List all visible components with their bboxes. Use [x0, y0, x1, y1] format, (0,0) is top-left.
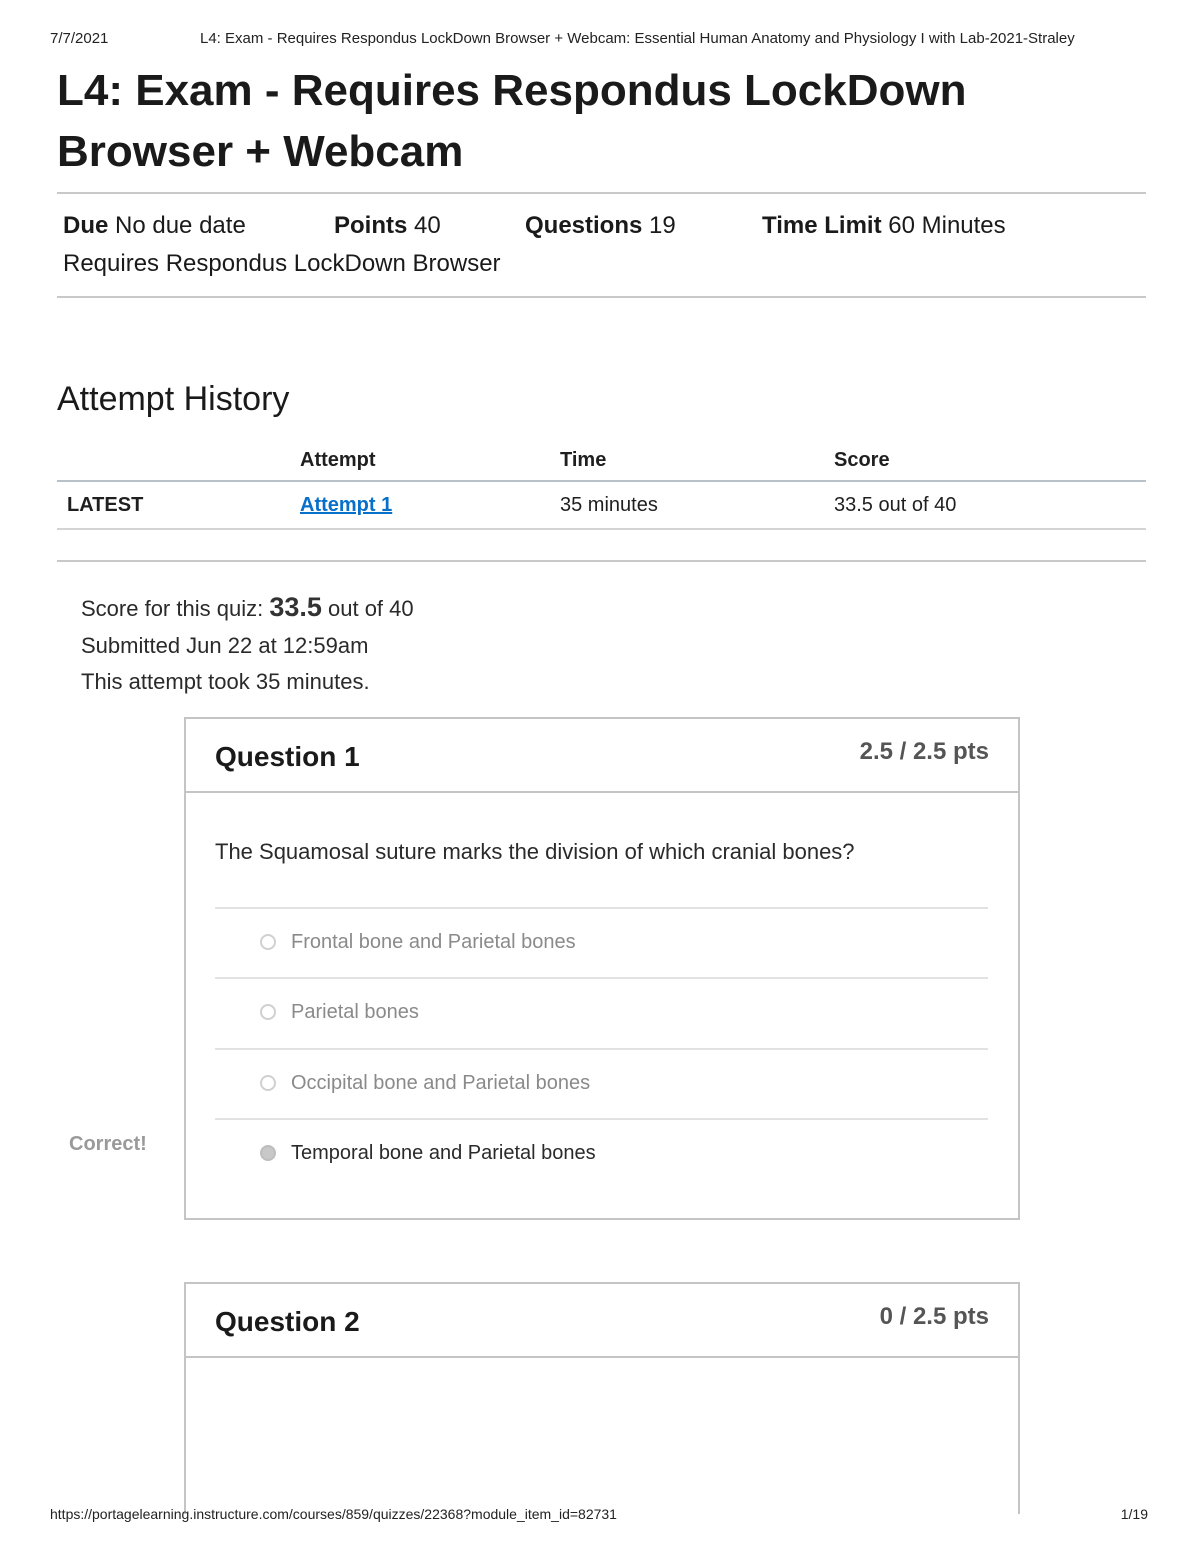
radio-button-selected[interactable]	[260, 1145, 276, 1161]
answer-label: Occipital bone and Parietal bones	[291, 1072, 591, 1094]
question-header	[186, 719, 1018, 793]
questions-value: 19	[649, 212, 676, 239]
attempt-history-title: Attempt History	[57, 380, 290, 418]
quiz-meta-due	[63, 212, 246, 240]
quiz-meta-questions	[525, 212, 676, 240]
print-url: https://portagelearning.instructure.com/courses/859/quizzes/22368?module_item_id=82731	[50, 1506, 617, 1522]
column-header-status	[57, 440, 290, 481]
divider	[57, 296, 1146, 298]
attempt-history-table	[57, 440, 1146, 530]
answer-option-selected[interactable]	[215, 1118, 988, 1190]
page-title: L4: Exam - Requires Respondus LockDown Browser + Webcam	[57, 66, 967, 176]
quiz-meta-points	[334, 212, 441, 240]
question-header	[186, 1284, 1018, 1358]
attempt-score: 33.5 out of 40	[824, 481, 1146, 529]
score-prefix: Score for this quiz:	[81, 596, 264, 621]
question-card	[184, 717, 1020, 1220]
print-page-title: L4: Exam - Requires Respondus LockDown Browser + Webcam: Essential Human Anatomy and Physiology I with Lab-2021-Straley	[200, 30, 1075, 47]
table-row	[57, 481, 1146, 529]
due-value: No due date	[115, 212, 246, 239]
question-title: Question 2	[215, 1306, 360, 1337]
radio-button[interactable]	[260, 1004, 276, 1020]
question-points: 2.5 / 2.5 pts	[859, 738, 989, 765]
due-label: Due	[63, 212, 109, 239]
answer-label: Frontal bone and Parietal bones	[291, 931, 576, 953]
attempt-status: LATEST	[57, 481, 290, 529]
answer-option[interactable]	[215, 1048, 988, 1120]
answer-option[interactable]	[215, 977, 988, 1049]
score-suffix: out of 40	[328, 596, 414, 621]
column-header-time: Time	[550, 440, 824, 481]
print-page-number: 1/19	[1120, 1506, 1148, 1522]
table-header-row	[57, 440, 1146, 481]
divider	[57, 560, 1146, 562]
score-value: 33.5	[269, 592, 322, 622]
column-header-attempt: Attempt	[290, 440, 550, 481]
quiz-score-line	[81, 592, 414, 623]
questions-label: Questions	[525, 212, 643, 239]
divider	[57, 192, 1146, 194]
radio-button[interactable]	[260, 1075, 276, 1091]
question-title: Question 1	[215, 741, 360, 772]
question-card	[184, 1282, 1020, 1514]
points-label: Points	[334, 212, 408, 239]
radio-button[interactable]	[260, 934, 276, 950]
attempt-time: 35 minutes	[550, 481, 824, 529]
submitted-time: Submitted Jun 22 at 12:59am	[81, 633, 369, 658]
answer-label: Parietal bones	[291, 1001, 419, 1023]
answer-label: Temporal bone and Parietal bones	[291, 1142, 596, 1164]
print-date: 7/7/2021	[50, 30, 109, 47]
correct-answer-flag: Correct!	[69, 1133, 147, 1155]
points-value: 40	[414, 212, 441, 239]
column-header-score: Score	[824, 440, 1146, 481]
attempt-link[interactable]: Attempt 1	[300, 493, 393, 516]
time-limit-label: Time Limit	[762, 212, 882, 239]
quiz-requirement: Requires Respondus LockDown Browser	[63, 250, 501, 277]
attempt-duration: This attempt took 35 minutes.	[81, 669, 370, 694]
question-points: 0 / 2.5 pts	[879, 1303, 989, 1330]
answer-option[interactable]	[215, 907, 988, 979]
time-limit-value: 60 Minutes	[888, 212, 1006, 239]
question-text: The Squamosal suture marks the division of which cranial bones?	[215, 839, 855, 864]
quiz-meta-time-limit	[762, 212, 1006, 240]
